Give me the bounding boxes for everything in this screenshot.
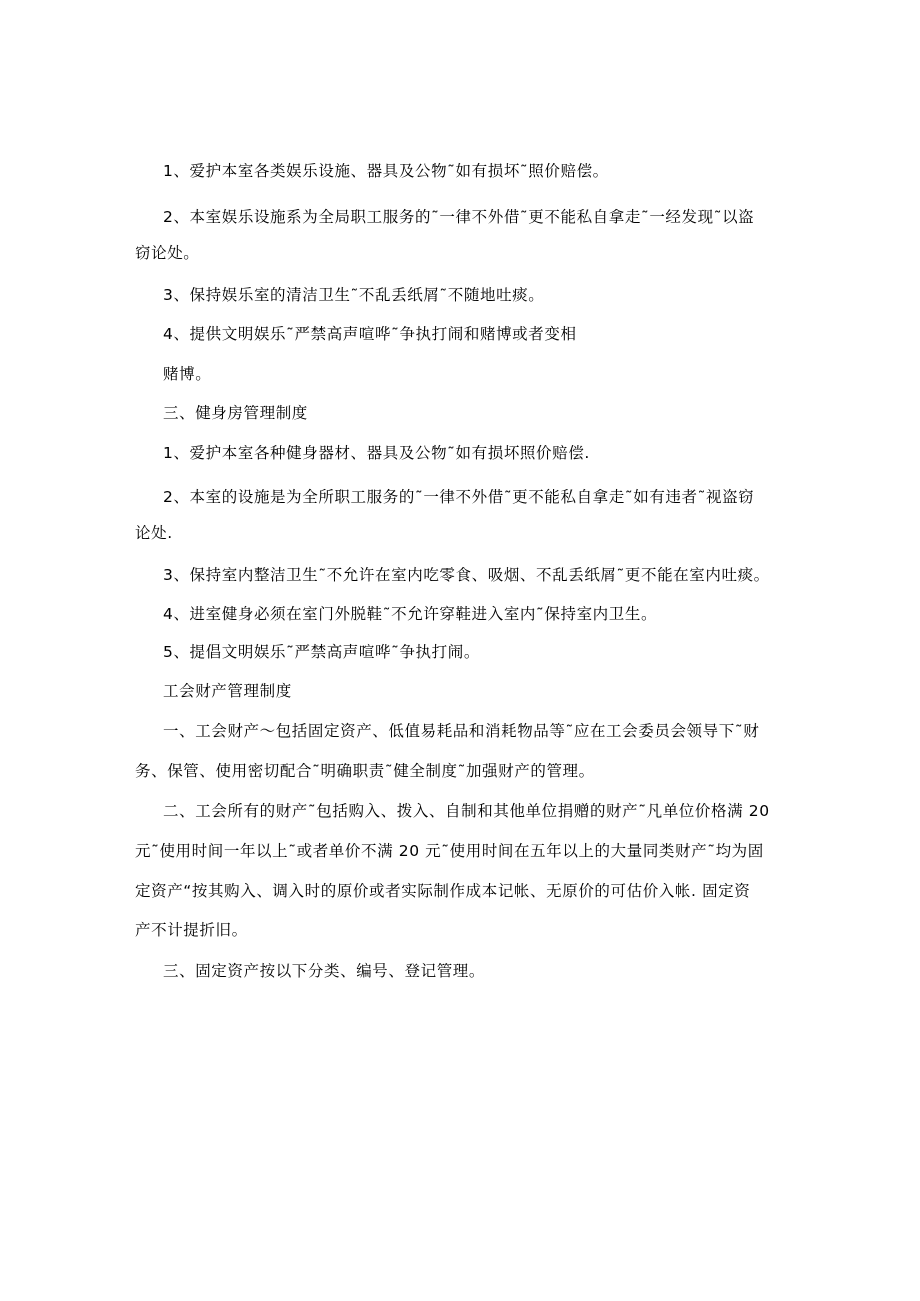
paragraph-line: 论处. <box>135 524 173 542</box>
paragraph-line: 2、本室的设施是为全所职工服务的˜一律不外借˜更不能私自拿走˜如有违者˜视盗窃 <box>163 488 755 506</box>
paragraph-line: 1、爱护本室各类娱乐设施、器具及公物˜如有损坏˜照价赔偿。 <box>163 162 609 180</box>
paragraph-line: 元˜使用时间一年以上˜或者单价不满 20 元˜使用时间在五年以上的大量同类财产˜均为固 <box>135 842 764 860</box>
paragraph-line: 5、提倡文明娱乐˜严禁高声喧哗˜争执打闹。 <box>163 643 480 661</box>
paragraph-line: 三、固定资产按以下分类、编号、登记管理。 <box>163 962 486 980</box>
paragraph-line: 务、保管、使用密切配合˜明确职责˜健全制度˜加强财产的管理。 <box>135 762 595 780</box>
section-heading: 工会财产管理制度 <box>163 682 292 700</box>
paragraph-line: 1、爱护本室各种健身器材、器具及公物˜如有损坏照价赔偿. <box>163 444 590 462</box>
paragraph-line: 4、提供文明娱乐˜严禁高声喧哗˜争执打闹和赌博或者变相 <box>163 325 577 343</box>
paragraph-line: 3、保持娱乐室的清洁卫生˜不乱丢纸屑˜不随地吐痰。 <box>163 286 545 304</box>
paragraph-line: 4、进室健身必须在室门外脱鞋˜不允许穿鞋进入室内˜保持室内卫生。 <box>163 605 658 623</box>
paragraph-line: 3、保持室内整洁卫生˜不允许在室内吃零食、吸烟、不乱丢纸屑˜更不能在室内吐痰。 <box>163 566 770 584</box>
paragraph-line: 定资产“按其购入、调入时的原价或者实际制作成本记帐、无原价的可估价入帐. 固定资 <box>135 882 751 900</box>
paragraph-line: 赌博。 <box>163 365 212 383</box>
paragraph-line: 产不计提折旧。 <box>135 921 248 939</box>
paragraph-line: 窃论处。 <box>135 244 200 262</box>
paragraph-line: 二、工会所有的财产˜包括购入、拨入、自制和其他单位捐赠的财产˜凡单位价格满 20 <box>163 802 770 820</box>
paragraph-line: 2、本室娱乐设施系为全局职工服务的˜一律不外借˜更不能私自拿走˜一经发现˜以盗 <box>163 208 755 226</box>
section-heading: 三、健身房管理制度 <box>163 404 308 422</box>
paragraph-line: 一、工会财产～包括固定资产、低值易耗品和消耗物品等˜应在工会委员会领导下˜财 <box>163 722 760 740</box>
